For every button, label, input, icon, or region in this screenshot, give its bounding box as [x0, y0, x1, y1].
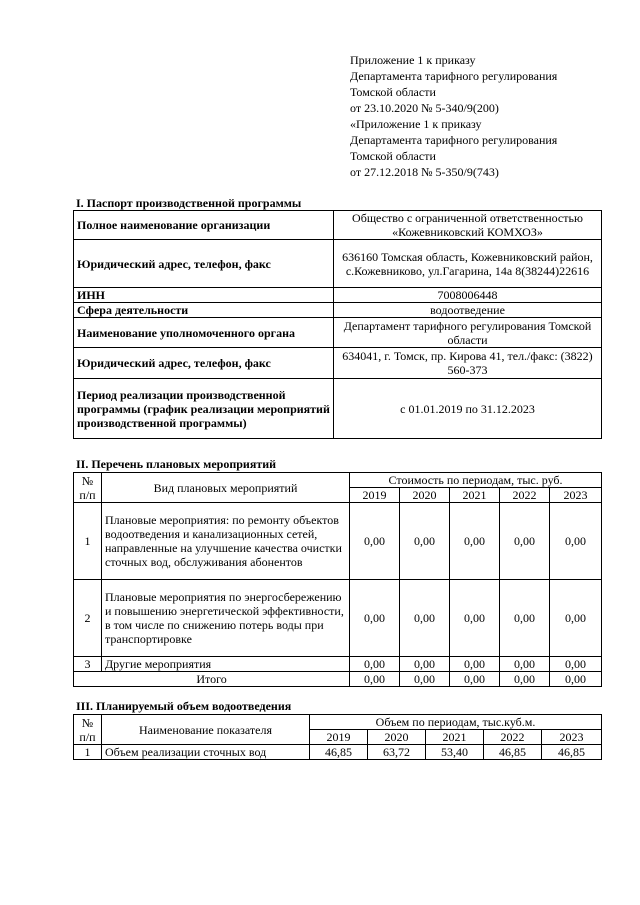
year-header: 2021 [426, 730, 484, 745]
volume-table [73, 714, 602, 760]
table-header-row [74, 473, 602, 488]
cost-cell: 0,00 [450, 657, 500, 672]
table-row [74, 240, 602, 288]
cost-cell: 0,00 [550, 580, 602, 657]
header-line: Департамента тарифного регулирования [350, 69, 558, 83]
col-header-cost: Стоимость по периодам, тыс. руб. [350, 473, 602, 488]
col-header-volume: Объем по периодам, тыс.куб.м. [310, 715, 602, 730]
volume-cell: 53,40 [426, 745, 484, 760]
row-num: 3 [74, 657, 102, 672]
year-header: 2023 [550, 488, 602, 503]
col-header-name: Наименование показателя [102, 715, 310, 745]
total-cell: 0,00 [400, 672, 450, 687]
row-name: Объем реализации сточных вод [102, 745, 310, 760]
year-header: 2023 [542, 730, 602, 745]
row-value: 7008006448 [334, 288, 602, 303]
volume-cell: 46,85 [484, 745, 542, 760]
header-line: Томской области [350, 149, 436, 163]
row-name: Другие мероприятия [102, 657, 350, 672]
row-label: Наименование уполномоченного органа [74, 318, 334, 348]
total-cell: 0,00 [500, 672, 550, 687]
table-row [74, 503, 602, 580]
row-name: Плановые мероприятия: по ремонту объектов водоотведения и канализационных сетей, направленные на улучшение качества очистки сточных вод, обслуживания абонентов [102, 503, 350, 580]
table-row [74, 303, 602, 318]
section-2-title: II. Перечень плановых мероприятий [76, 457, 277, 471]
cost-cell: 0,00 [450, 503, 500, 580]
row-num: 1 [74, 503, 102, 580]
total-cell: 0,00 [550, 672, 602, 687]
cost-cell: 0,00 [400, 580, 450, 657]
header-line: от 23.10.2020 № 5-340/9(200) [350, 101, 499, 115]
passport-table [73, 210, 602, 439]
row-value: 634041, г. Томск, пр. Кирова 41, тел./факс: (3822) 560-373 [334, 348, 602, 379]
row-label: ИНН [74, 288, 334, 303]
table-header-row [74, 715, 602, 730]
cost-cell: 0,00 [400, 503, 450, 580]
total-cell: 0,00 [450, 672, 500, 687]
row-label: Сфера деятельности [74, 303, 334, 318]
table-row [74, 379, 602, 439]
year-header: 2019 [350, 488, 400, 503]
row-label: Юридический адрес, телефон, факс [74, 240, 334, 288]
cost-cell: 0,00 [550, 657, 602, 672]
table-row [74, 580, 602, 657]
volume-cell: 46,85 [542, 745, 602, 760]
row-label: Полное наименование организации [74, 211, 334, 240]
table-row [74, 745, 602, 760]
row-value: с 01.01.2019 по 31.12.2023 [334, 379, 602, 439]
table-row [74, 657, 602, 672]
year-header: 2022 [484, 730, 542, 745]
cost-cell: 0,00 [500, 580, 550, 657]
table-row [74, 348, 602, 379]
volume-cell: 63,72 [368, 745, 426, 760]
header-line: Приложение 1 к приказу [350, 53, 476, 67]
header-line: Томской области [350, 85, 436, 99]
header-line: «Приложение 1 к приказу [350, 117, 482, 131]
cost-cell: 0,00 [350, 580, 400, 657]
row-label: Юридический адрес, телефон, факс [74, 348, 334, 379]
table-row [74, 288, 602, 303]
row-num: 1 [74, 745, 102, 760]
section-3-title: III. Планируемый объем водоотведения [76, 699, 292, 713]
header-line: от 27.12.2018 № 5-350/9(743) [350, 165, 499, 179]
col-header-num: № п/п [74, 715, 102, 745]
year-header: 2022 [500, 488, 550, 503]
cost-cell: 0,00 [500, 657, 550, 672]
total-row [74, 672, 602, 687]
cost-cell: 0,00 [550, 503, 602, 580]
table-row [74, 318, 602, 348]
cost-cell: 0,00 [450, 580, 500, 657]
row-label: Период реализации производственной программы (график реализации мероприятий производственной программы) [74, 379, 334, 439]
cost-cell: 0,00 [350, 657, 400, 672]
row-name: Плановые мероприятия по энергосбережению и повышению энергетической эффективности, в том числе по снижению потерь воды при транспортировке [102, 580, 350, 657]
row-value: Общество с ограниченной ответственностью «Кожевниковский КОМХОЗ» [334, 211, 602, 240]
row-value: Департамент тарифного регулирования Томской области [334, 318, 602, 348]
volume-cell: 46,85 [310, 745, 368, 760]
year-header: 2020 [400, 488, 450, 503]
section-1-title: I. Паспорт производственной программы [76, 196, 302, 210]
col-header-num: № п/п [74, 473, 102, 503]
cost-cell: 0,00 [500, 503, 550, 580]
cost-cell: 0,00 [350, 503, 400, 580]
order-header [350, 52, 630, 180]
year-header: 2021 [450, 488, 500, 503]
total-label: Итого [74, 672, 350, 687]
row-value: 636160 Томская область, Кожевниковский район, с.Кожевниково, ул.Гагарина, 14а 8(38244)22616 [334, 240, 602, 288]
year-header: 2020 [368, 730, 426, 745]
row-value: водоотведение [334, 303, 602, 318]
cost-cell: 0,00 [400, 657, 450, 672]
col-header-name: Вид плановых мероприятий [102, 473, 350, 503]
header-line: Департамента тарифного регулирования [350, 133, 558, 147]
total-cell: 0,00 [350, 672, 400, 687]
measures-table [73, 472, 602, 687]
table-row [74, 211, 602, 240]
row-num: 2 [74, 580, 102, 657]
year-header: 2019 [310, 730, 368, 745]
